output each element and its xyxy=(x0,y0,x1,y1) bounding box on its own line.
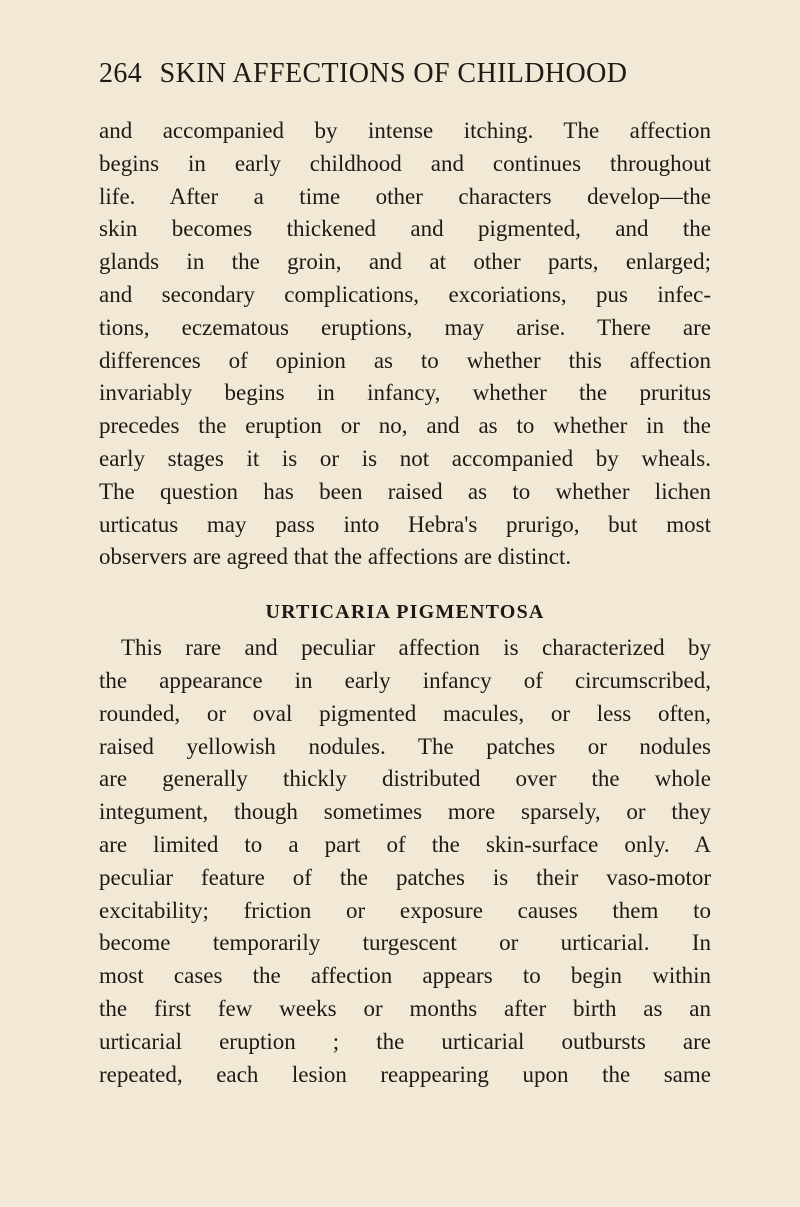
text-line: most cases the affection appears to begin within xyxy=(99,963,711,989)
text-line: This rare and peculiar affection is characterized by xyxy=(121,635,711,661)
text-line: are limited to a part of the skin-surface only. A xyxy=(99,831,711,857)
text-line: The question has been raised as to whether lichen xyxy=(99,478,711,504)
text-line: become temporarily turgescent or urticarial. In xyxy=(99,930,711,956)
page-number: 264 xyxy=(99,58,143,89)
text-line: skin becomes thickened and pigmented, and the xyxy=(99,216,711,242)
text-line: the first few weeks or months after birth as an xyxy=(99,995,711,1021)
text-line: invariably begins in infancy, whether the pruritus xyxy=(99,380,711,406)
text-line: and accompanied by intense itching. The affection xyxy=(99,118,711,143)
text-line: urticatus may pass into Hebra's prurigo, but most xyxy=(99,511,711,537)
text-line: observers are agreed that the affections are distinct. xyxy=(99,544,572,570)
text-line: excitability; friction or exposure causes them to xyxy=(99,897,711,923)
text-line: glands in the groin, and at other parts, enlarged; xyxy=(99,249,711,275)
text-line: and secondary complications, excoriations, pus infec- xyxy=(99,281,711,307)
running-title: SKIN AFFECTIONS OF CHILDHOOD xyxy=(159,58,628,89)
text-line: urticarial eruption ; the urticarial outbursts are xyxy=(99,1028,711,1054)
text-line: peculiar feature of the patches is their vaso-motor xyxy=(99,864,711,890)
running-head xyxy=(99,58,719,90)
text-line: integument, though sometimes more sparsely, or they xyxy=(99,799,711,825)
section-heading: URTICARIA PIGMENTOSA xyxy=(265,601,545,624)
text-line: repeated, each lesion reappearing upon the same xyxy=(99,1061,711,1087)
text-line: are generally thickly distributed over the whole xyxy=(99,766,711,792)
paragraph-urticaria-pigmentosa xyxy=(99,632,711,1091)
text-line: the appearance in early infancy of circumscribed, xyxy=(99,667,711,693)
text-line: rounded, or oval pigmented macules, or less often, xyxy=(99,700,711,726)
text-line: life. After a time other characters develop—the xyxy=(99,183,711,209)
paragraph-lichen-continued xyxy=(99,115,711,574)
text-line: begins in early childhood and continues throughout xyxy=(99,150,711,176)
text-line: tions, eczematous eruptions, may arise. There are xyxy=(99,314,711,340)
text-line: precedes the eruption or no, and as to whether in the xyxy=(99,413,711,439)
body-text xyxy=(99,115,711,1091)
text-line: early stages it is or is not accompanied by wheals. xyxy=(99,445,711,471)
text-line: raised yellowish nodules. The patches or nodules xyxy=(99,733,711,759)
text-line: differences of opinion as to whether this affection xyxy=(99,347,711,373)
